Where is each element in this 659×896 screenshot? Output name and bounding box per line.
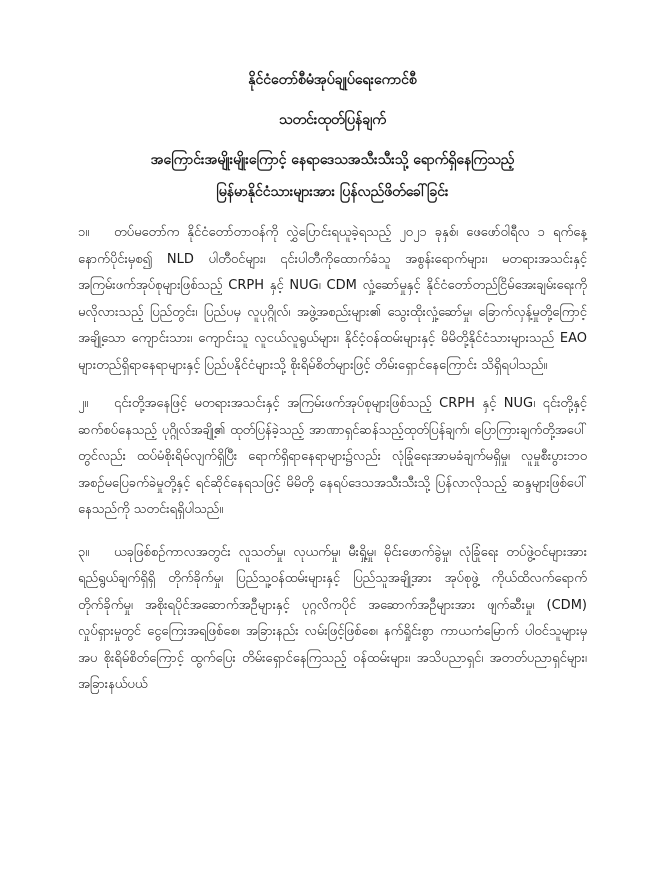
paragraph-text: ယခုဖြစ်စဉ်ကာလအတွင်း လူသတ်မှု၊ လုယက်မှု၊ မီးရှို့မှု၊ မိုင်းဖောက်ခွဲမှု၊ လုံခြုံရေး တပ်ဖွဲ့ဝင်များအား ရည်ရွယ်ချက်ရှိရှိ တိုက်ခိုက်မှု၊ ပြည်သူ့ဝန်ထမ်းများနှင့် ပြည်သူအချို့အား အုပ်စုဖွဲ့ ကိုယ်ထိလက်ရောက် တိုက်ခိုက်မှု၊ အစိုးရပိုင်အဆောက်အဦများနှင့် ပုဂ္ဂလိကပိုင် အဆောက်အဦများအား ဖျက်ဆီးမှု၊ (CDM) လှုပ်ရှားမှုတွင် ငွေကြေးအရဖြစ်စေ၊ အခြားနည်း လမ်းဖြင့်ဖြစ်စေ၊ နက်ရှိုင်းစွာ ကာယကံမြောက် ပါဝင်သူများမှအပ စိုးရိမ်စိတ်ကြောင့် ထွက်ပြေး တိမ်းရှောင်နေကြသည့် ဝန်ထမ်းများ၊ အသိပညာရှင်၊ အတတ်ပညာရှင်များ၊ အခြားနယ်ပယ် (78, 544, 587, 692)
subject-heading-line-2: မြန်မာနိုင်ငံသားများအား ပြန်လည်ဖိတ်ခေါ်ခြင်း (216, 184, 449, 200)
paragraph-3 (78, 540, 587, 699)
paragraph-2 (78, 391, 587, 524)
document-type-heading: သတင်းထုတ်ပြန်ချက် (278, 112, 387, 128)
paragraph-number: ၂။ (78, 396, 89, 411)
paragraph-1 (78, 220, 587, 379)
issuer-heading: နိုင်ငံတော်စီမံအုပ်ချုပ်ရေးကောင်စီ (248, 72, 417, 88)
paragraph-number: ၁။ (78, 225, 90, 240)
subject-heading-line-1: အကြောင်းအမျိုးမျိုးကြောင့် နေရာဒေသအသီးသီးသို့ ရောက်ရှိနေကြသည့် (150, 152, 515, 168)
paragraph-number: ၃။ (78, 544, 90, 560)
paragraph-text: တပ်မတော်က နိုင်ငံတော်တာဝန်ကို လွှဲပြောင်းရယူခဲ့ရသည့် ၂၀၂၁ ခုနှစ်၊ ဖေဖော်ဝါရီလ ၁ ရက်နေ့ နောက်ပိုင်းမှစ၍ NLD ပါတီဝင်များ၊ ၎င်းပါတီကိုထောက်ခံသူ အစွန်းရောက်များ၊ မတရားအသင်းနှင့် အကြမ်းဖက်အုပ်စုများဖြစ်သည့် CRPH နှင့် NUG၊ CDM လှုံ့ဆော်မှုနှင့် နိုင်ငံတော်တည်ငြိမ်အေးချမ်းရေးကို မလိုလားသည့် ပြည်တွင်း၊ ပြည်ပမှ လူပုဂ္ဂိုလ်၊ အဖွဲ့အစည်းများ၏ သွေးထိုးလှုံ့ဆော်မှု၊ ခြောက်လှန့်မှုတို့ကြောင့် အချို့သော ကျောင်းသား၊ ကျောင်းသူ လူငယ်လူရွယ်များ၊ နိုင်ငံ့ဝန်ထမ်းများနှင့် မိမိတို့နိုင်ငံသားများသည် EAO များတည်ရှိရာနေရာများနှင့် ပြည်ပနိုင်ငံများသို့ စိုးရိမ်စိတ်များဖြင့် တိမ်းရှောင်နေကြောင်း သိရှိရပါသည်။ (78, 225, 587, 373)
paragraph-text: ၎င်းတို့အနေဖြင့် မတရားအသင်းနှင့် အကြမ်းဖက်အုပ်စုများဖြစ်သည့် CRPH နှင့် NUG၊ ၎င်းတို့နှင့်ဆက်စပ်နေသည့် ပုဂ္ဂိုလ်အချို့၏ ထုတ်ပြန်ခဲ့သည့် အာဏာရှင်ဆန်သည့်ထုတ်ပြန်ချက်၊ ပြောကြားချက်တို့အပေါ်တွင်လည်း ထပ်မံစိုးရိမ်လျက်ရှိပြီး ရောက်ရှိရာနေရာများ၌လည်း လုံခြုံရေးအာမခံချက်မရှိမှု၊ လူမှုစီးပွားဘဝ အစဉ်မပြေခက်ခဲမှုတို့နှင့် ရင်ဆိုင်နေရသဖြင့် မိမိတို့ နေရပ်ဒေသအသီးသီးသို့ ပြန်လာလိုသည့် ဆန္ဒများဖြစ်ပေါ်နေသည်ကို သတင်းရရှိပါသည်။ (78, 396, 587, 517)
